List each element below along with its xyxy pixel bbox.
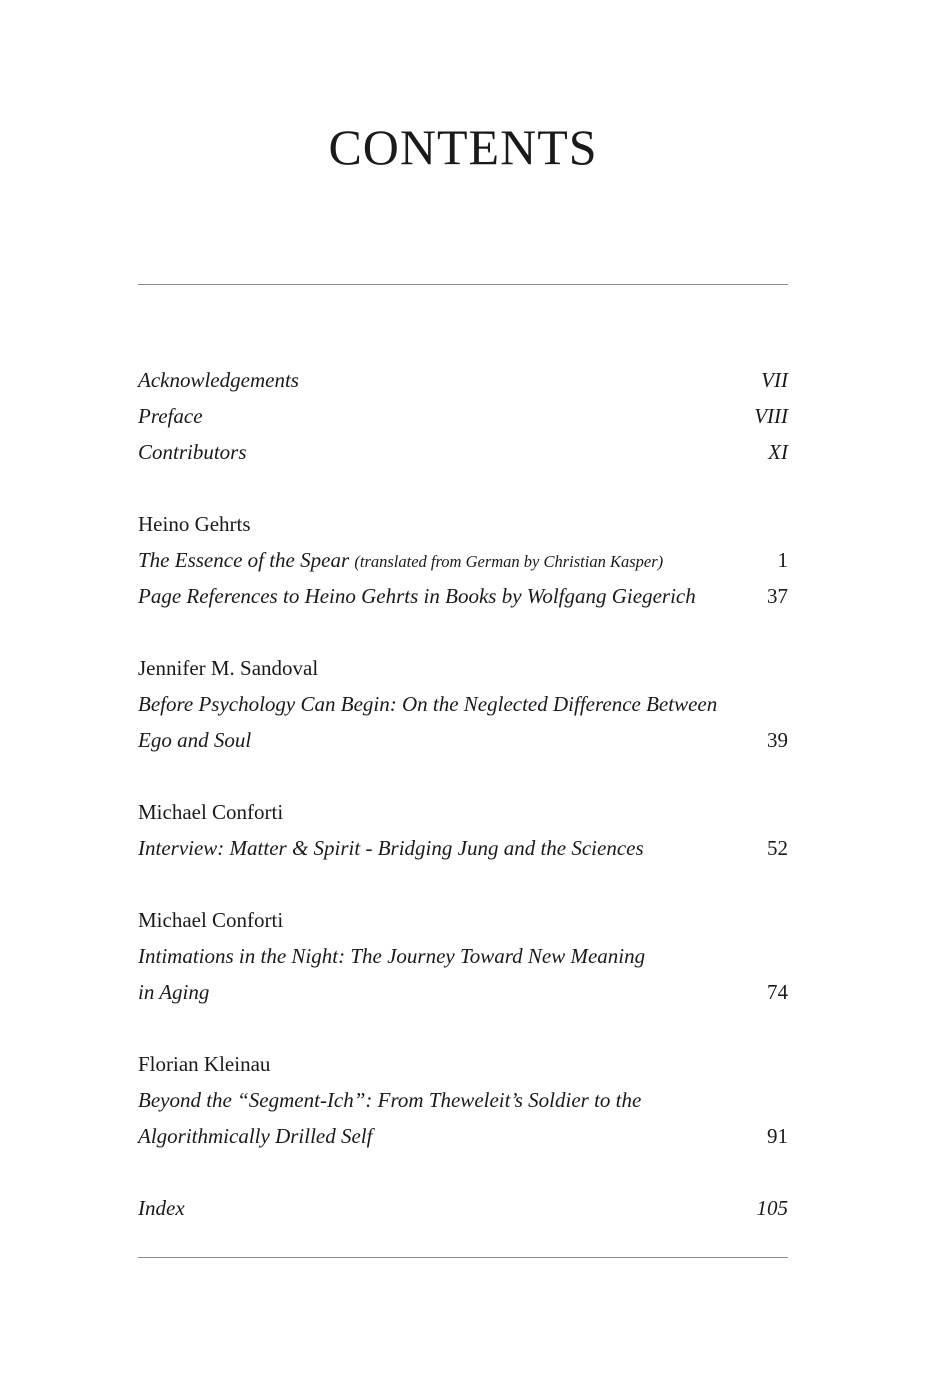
toc-entry-before-psychology-line2[interactable] [138, 722, 788, 758]
toc-entry-title: Intimations in the Night: The Journey Toward New Meaning [138, 944, 646, 968]
top-divider [138, 284, 788, 285]
author-heino-gehrts [138, 506, 788, 542]
table-of-contents [138, 362, 788, 1226]
author-name: Jennifer M. Sandoval [138, 656, 319, 680]
toc-entry-page: 37 [767, 584, 788, 608]
page-title: CONTENTS [328, 119, 598, 175]
toc-entry-title: Before Psychology Can Begin: On the Neglected Difference Between [138, 692, 718, 716]
translator-note: (translated from German by Christian Kasper) [354, 552, 664, 571]
toc-entry-essence-of-the-spear[interactable] [138, 542, 788, 578]
toc-entry-before-psychology-line1[interactable] [138, 686, 788, 722]
toc-entry-contributors[interactable] [138, 434, 788, 470]
toc-entry-page: 52 [767, 836, 788, 860]
toc-entry-page: 74 [767, 980, 788, 1004]
toc-entry-title: Contributors [138, 440, 247, 464]
toc-entry-index[interactable] [138, 1190, 788, 1226]
toc-entry-title: in Aging [138, 980, 210, 1004]
toc-entry-intimations-line1[interactable] [138, 938, 788, 974]
toc-entry-title: Acknowledgements [138, 368, 299, 392]
toc-entry-beyond-segment-ich-line2[interactable] [138, 1118, 788, 1154]
toc-entry-title: Ego and Soul [138, 728, 252, 752]
author-name: Michael Conforti [138, 800, 284, 824]
toc-entry-title: Interview: Matter & Spirit - Bridging Jung and the Sciences [138, 836, 644, 860]
author-name: Florian Kleinau [138, 1052, 271, 1076]
toc-entry-title: Beyond the “Segment-Ich”: From Theweleit’s Soldier to the [138, 1088, 642, 1112]
toc-entry-beyond-segment-ich-line1[interactable] [138, 1082, 788, 1118]
toc-entry-title: Index [138, 1196, 185, 1220]
toc-entry-title: Preface [138, 404, 203, 428]
toc-entry-title: Page References to Heino Gehrts in Books by Wolfgang Giegerich [138, 584, 696, 608]
toc-entry-page: 39 [767, 728, 788, 752]
author-name: Michael Conforti [138, 908, 284, 932]
toc-entry-preface[interactable] [138, 398, 788, 434]
toc-entry-interview-matter-spirit[interactable] [138, 830, 788, 866]
toc-entry-page: 91 [767, 1124, 788, 1148]
author-jennifer-sandoval [138, 650, 788, 686]
toc-entry-page: XI [768, 440, 788, 464]
toc-entry-title: The Essence of the Spear [138, 548, 350, 572]
bottom-divider [138, 1257, 788, 1258]
toc-entry-title: Algorithmically Drilled Self [138, 1124, 373, 1148]
toc-entry-page: VIII [754, 404, 788, 428]
toc-entry-page: VII [761, 368, 788, 392]
author-florian-kleinau [138, 1046, 788, 1082]
author-michael-conforti [138, 794, 788, 830]
toc-entry-page-references[interactable] [138, 578, 788, 614]
toc-entry-page: 1 [777, 548, 788, 572]
toc-entry-intimations-line2[interactable] [138, 974, 788, 1010]
author-michael-conforti-2 [138, 902, 788, 938]
toc-entry-acknowledgements[interactable] [138, 362, 788, 398]
author-name: Heino Gehrts [138, 512, 251, 536]
toc-entry-page: 105 [756, 1196, 788, 1220]
